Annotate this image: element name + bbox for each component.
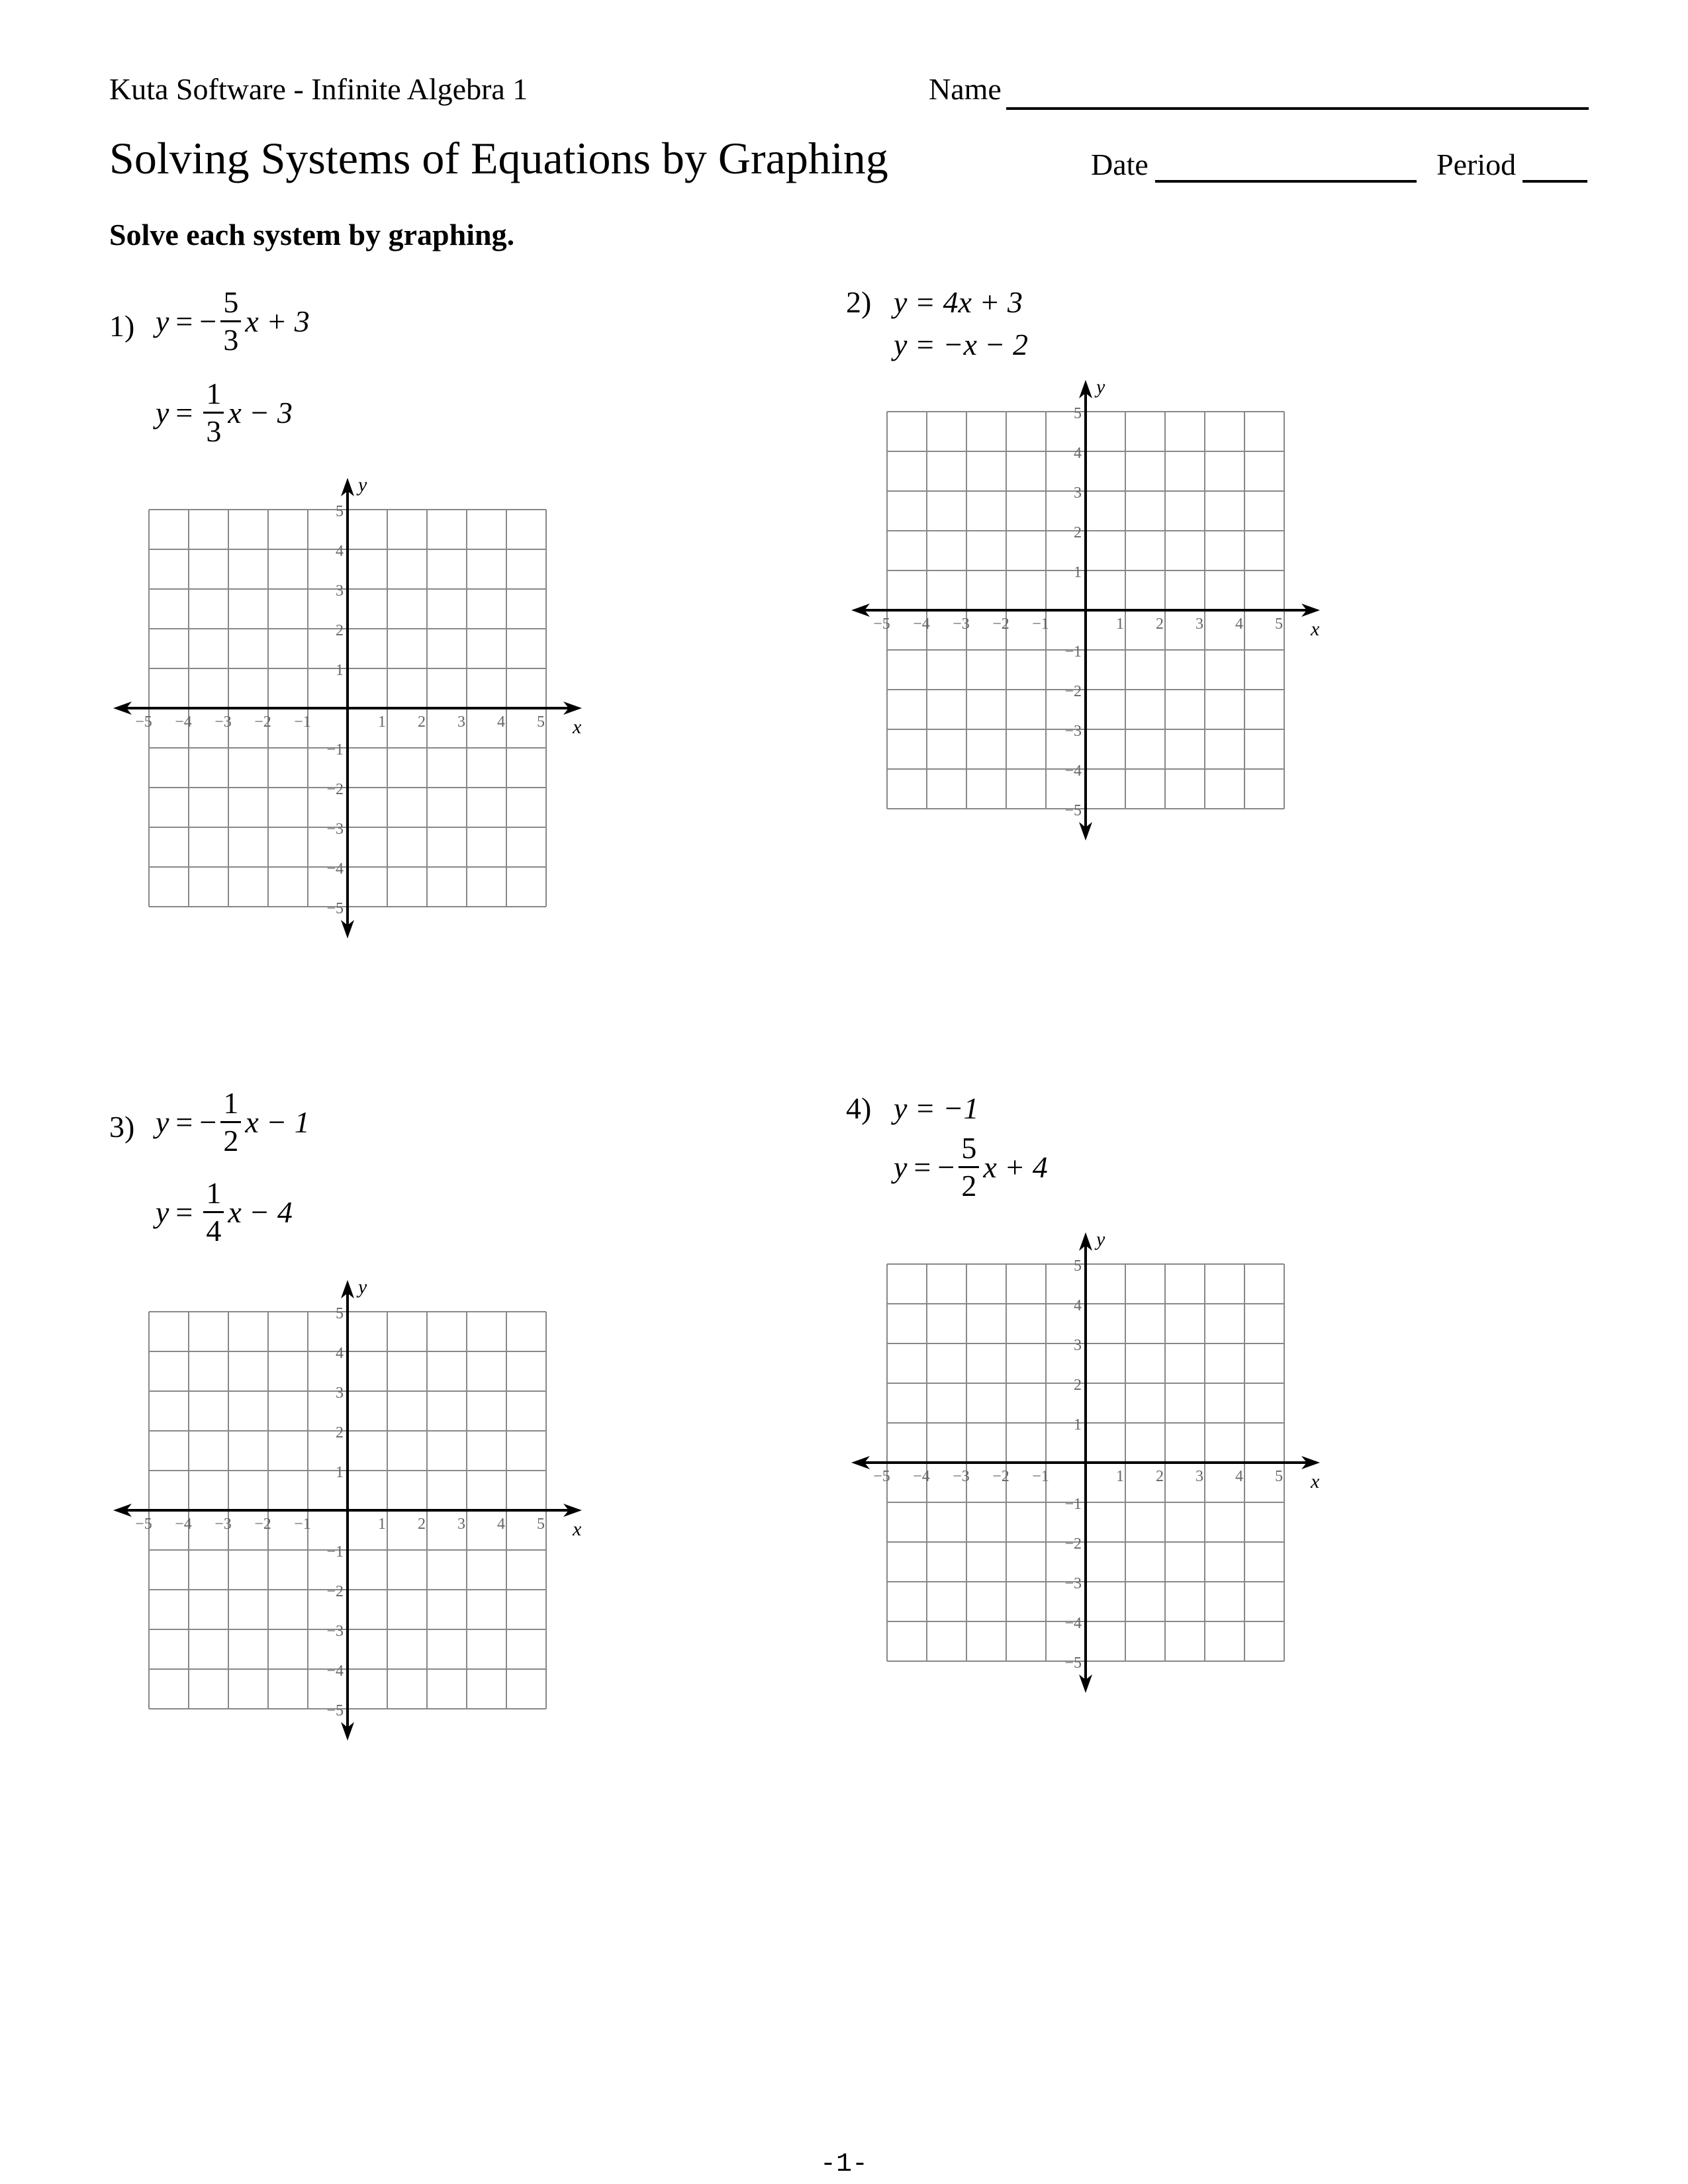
y-tick-label: 4 [1074, 1297, 1082, 1314]
x-tick-label: 4 [497, 713, 505, 731]
coordinate-plane [109, 1279, 586, 1742]
x-tick-label: −2 [992, 615, 1009, 633]
y-tick-label: −2 [326, 1583, 344, 1600]
date-field-line[interactable] [1155, 180, 1417, 183]
y-tick-label: −2 [1064, 683, 1082, 700]
problem-3-equation-2: y = $\frac{1}{4}$ x − 4 [156, 1176, 293, 1248]
x-tick-label: −2 [992, 1468, 1009, 1485]
x-tick-label: 3 [1196, 615, 1203, 633]
x-tick-label: 4 [1235, 1468, 1243, 1485]
x-axis-label: x [573, 716, 582, 738]
y-tick-label: −2 [326, 781, 344, 798]
y-tick-label: 5 [1074, 405, 1082, 422]
y-tick-label: 3 [1074, 1337, 1082, 1354]
x-tick-label: 1 [378, 1516, 386, 1533]
x-tick-label: 4 [1235, 615, 1243, 633]
y-tick-label: 1 [1074, 1416, 1082, 1433]
name-label: Name [929, 72, 1002, 106]
x-tick-label: −3 [953, 615, 970, 633]
problem-2-equation-2: y = −x − 2 [894, 328, 1028, 361]
name-field-line[interactable] [1006, 107, 1589, 110]
page-number: -1- [820, 2150, 868, 2179]
y-axis-label: y [1096, 1231, 1105, 1250]
problem-2-equation-1: y = 4x + 3 [894, 285, 1023, 319]
date-label: Date [1091, 148, 1149, 181]
x-axis-label: x [1311, 1471, 1320, 1492]
y-axis-label: y [358, 1279, 367, 1298]
y-tick-label: −5 [1064, 802, 1082, 819]
y-tick-label: 1 [336, 662, 344, 679]
coordinate-plane [109, 477, 586, 940]
y-tick-label: 4 [336, 543, 344, 560]
x-tick-label: 1 [378, 713, 386, 731]
x-tick-label: 2 [418, 713, 426, 731]
y-tick-label: 5 [336, 503, 344, 520]
problem-3-equation-1: y = − $\frac{1}{2}$ x − 1 [156, 1086, 310, 1158]
x-tick-label: −1 [294, 1516, 311, 1533]
y-tick-label: −3 [326, 821, 344, 838]
y-tick-label: 3 [336, 582, 344, 600]
x-tick-label: 3 [457, 713, 465, 731]
period-label: Period [1436, 148, 1517, 181]
x-tick-label: −4 [175, 1516, 192, 1533]
y-tick-label: 2 [336, 622, 344, 639]
x-tick-label: 5 [537, 1516, 545, 1533]
y-tick-label: −5 [326, 900, 344, 917]
problem-4-equation-2: y = − $\frac{5}{2}$ x + 4 [894, 1131, 1048, 1203]
x-tick-label: −1 [294, 713, 311, 731]
x-tick-label: −4 [175, 713, 192, 731]
period-field-line[interactable] [1523, 180, 1587, 183]
x-tick-label: 2 [1156, 1468, 1164, 1485]
y-tick-label: −5 [1064, 1655, 1082, 1672]
y-tick-label: −1 [1064, 1496, 1082, 1513]
y-tick-label: −4 [326, 860, 344, 878]
x-tick-label: −3 [953, 1468, 970, 1485]
y-tick-label: −1 [1064, 643, 1082, 660]
header-software: Kuta Software - Infinite Algebra 1 [109, 72, 528, 106]
x-tick-label: −2 [254, 1516, 271, 1533]
x-tick-label: −4 [913, 1468, 930, 1485]
y-tick-label: 3 [336, 1385, 344, 1402]
problem-4-number: 4) [846, 1091, 872, 1125]
problem-1-graph[interactable] [109, 477, 586, 940]
problem-3-number: 3) [109, 1110, 135, 1144]
coordinate-plane [847, 379, 1324, 842]
y-tick-label: 2 [1074, 1377, 1082, 1394]
y-tick-label: −3 [326, 1623, 344, 1640]
y-tick-label: −3 [1064, 723, 1082, 740]
x-tick-label: −4 [913, 615, 930, 633]
x-tick-label: 2 [418, 1516, 426, 1533]
x-tick-label: −5 [135, 713, 152, 731]
x-tick-label: −1 [1032, 615, 1049, 633]
instructions: Solve each system by graphing. [109, 218, 515, 251]
x-tick-label: −5 [873, 1468, 890, 1485]
x-axis-label: x [1311, 618, 1320, 640]
y-tick-label: 1 [336, 1464, 344, 1481]
y-tick-label: −4 [1064, 762, 1082, 780]
x-tick-label: 5 [1275, 1468, 1283, 1485]
x-tick-label: 3 [457, 1516, 465, 1533]
y-tick-label: −2 [1064, 1535, 1082, 1553]
problem-1-number: 1) [109, 309, 135, 343]
problem-3-graph[interactable] [109, 1279, 586, 1742]
y-tick-label: 5 [1074, 1257, 1082, 1275]
problem-2-graph[interactable] [847, 379, 1324, 842]
x-tick-label: 5 [537, 713, 545, 731]
x-tick-label: 5 [1275, 615, 1283, 633]
y-tick-label: 3 [1074, 484, 1082, 502]
x-tick-label: 1 [1116, 615, 1124, 633]
x-tick-label: −3 [214, 713, 232, 731]
problem-1-equation-1: y = − $\frac{5}{3}$ x + 3 [156, 285, 310, 357]
y-tick-label: −4 [1064, 1615, 1082, 1632]
x-tick-label: 2 [1156, 615, 1164, 633]
y-tick-label: 4 [1074, 445, 1082, 462]
x-tick-label: −2 [254, 713, 271, 731]
x-tick-label: 1 [1116, 1468, 1124, 1485]
y-tick-label: 2 [1074, 524, 1082, 541]
x-tick-label: 3 [1196, 1468, 1203, 1485]
x-axis-label: x [573, 1518, 582, 1540]
problem-4-graph[interactable] [847, 1231, 1324, 1694]
x-tick-label: −5 [873, 615, 890, 633]
worksheet-title: Solving Systems of Equations by Graphing [109, 133, 888, 183]
y-tick-label: 4 [336, 1345, 344, 1362]
y-tick-label: −1 [326, 741, 344, 758]
y-tick-label: 1 [1074, 564, 1082, 581]
y-tick-label: 2 [336, 1424, 344, 1441]
y-tick-label: 5 [336, 1305, 344, 1322]
y-axis-label: y [1096, 379, 1105, 398]
y-tick-label: −5 [326, 1702, 344, 1719]
problem-4-equation-1: y = −1 [894, 1091, 979, 1125]
y-tick-label: −1 [326, 1543, 344, 1561]
x-tick-label: −1 [1032, 1468, 1049, 1485]
coordinate-plane [847, 1231, 1324, 1694]
y-tick-label: −4 [326, 1662, 344, 1680]
x-tick-label: −5 [135, 1516, 152, 1533]
problem-1-equation-2: y = $\frac{1}{3}$ x − 3 [156, 377, 293, 448]
x-tick-label: 4 [497, 1516, 505, 1533]
problem-2-number: 2) [846, 285, 872, 319]
y-axis-label: y [358, 477, 367, 496]
y-tick-label: −3 [1064, 1575, 1082, 1592]
x-tick-label: −3 [214, 1516, 232, 1533]
